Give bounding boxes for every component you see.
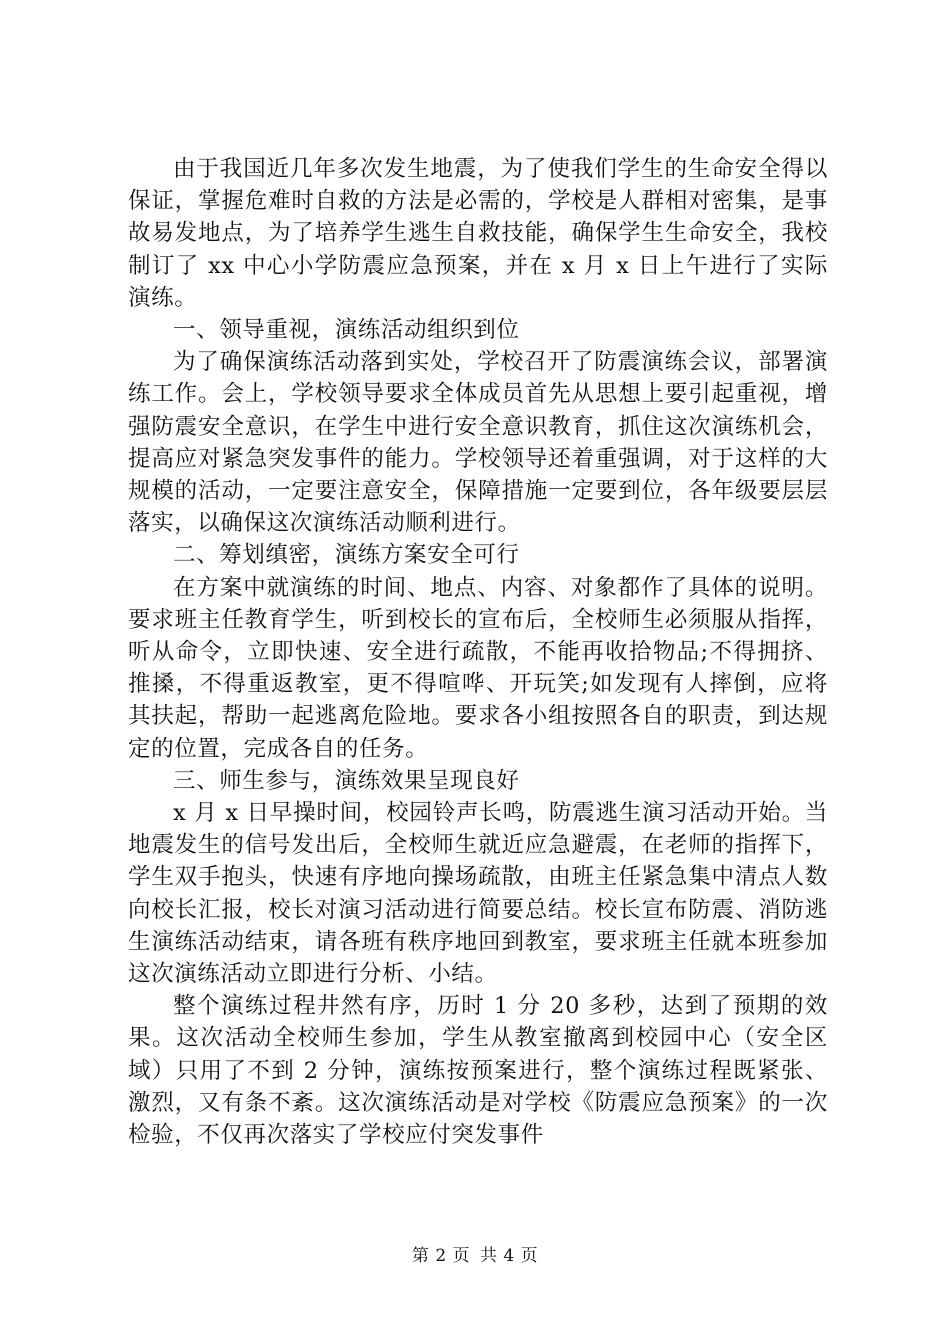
paragraph-intro: 由于我国近几年多次发生地震，为了使我们学生的生命安全得以保证，掌握危难时自救的方法是必需的，学校是人群相对密集，是事故易发地点，为了培养学生逃生自救技能，确保学生生命安全，我校制订了 xx 中心小学防震应急预案，并在 x 月 x 日上午进行了实际演练。 — [128, 156, 828, 311]
document-body — [128, 153, 828, 1151]
paragraph-section-3: x 月 x 日早操时间，校园铃声长鸣，防震逃生演习活动开始。当地震发生的信号发出后，全校师生就近应急避震，在老师的指挥下，学生双手抱头，快速有序地向操场疏散，由班主任紧急集中清点人数向校长汇报，校长对演习活动进行简要总结。校长宣布防震、消防逃生演练活动结束，请各班有秩序地回到教室，要求班主任就本班参加这次演练活动立即进行分析、小结。 — [128, 800, 828, 988]
page-footer — [0, 1245, 950, 1267]
page-total: 共 4 页 — [479, 1246, 539, 1266]
page-number: 第 2 页 — [411, 1246, 471, 1266]
paragraph-section-2: 在方案中就演练的时间、地点、内容、对象都作了具体的说明。要求班主任教育学生，听到校长的宣布后，全校师生必须服从指挥，听从命令，立即快速、安全进行疏散，不能再收拾物品;不得拥挤、推搡，不得重返教室，更不得喧哗、开玩笑;如发现有人摔倒，应将其扶起，帮助一起逃离危险地。要求各小组按照各自的职责，到达规定的位置，完成各自的任务。 — [128, 574, 828, 762]
paragraph-summary: 整个演练过程井然有序，历时 1 分 20 多秒，达到了预期的效果。这次活动全校师生参加，学生从教室撤离到校园中心（安全区域）只用了不到 2 分钟，演练按预案进行，整个演练过程既紧张、激烈，又有条不紊。这次演练活动是对学校《防震应急预案》的一次检验，不仅再次落实了学校应付突发事件 — [128, 993, 828, 1149]
section-heading-2: 二、筹划缜密，演练方案安全可行 — [173, 542, 520, 569]
section-heading-3: 三、师生参与，演练效果呈现良好 — [173, 767, 520, 794]
paragraph-section-1: 为了确保演练活动落到实处，学校召开了防震演练会议，部署演练工作。会上，学校领导要求全体成员首先从思想上要引起重视，增强防震安全意识，在学生中进行安全意识教育，抓住这次演练机会，提高应对紧急突发事件的能力。学校领导还着重强调，对于这样的大规模的活动，一定要注意安全，保障措施一定要到位，各年级要层层落实，以确保这次演练活动顺利进行。 — [128, 349, 828, 537]
section-heading-1: 一、领导重视，演练活动组织到位 — [173, 317, 520, 344]
